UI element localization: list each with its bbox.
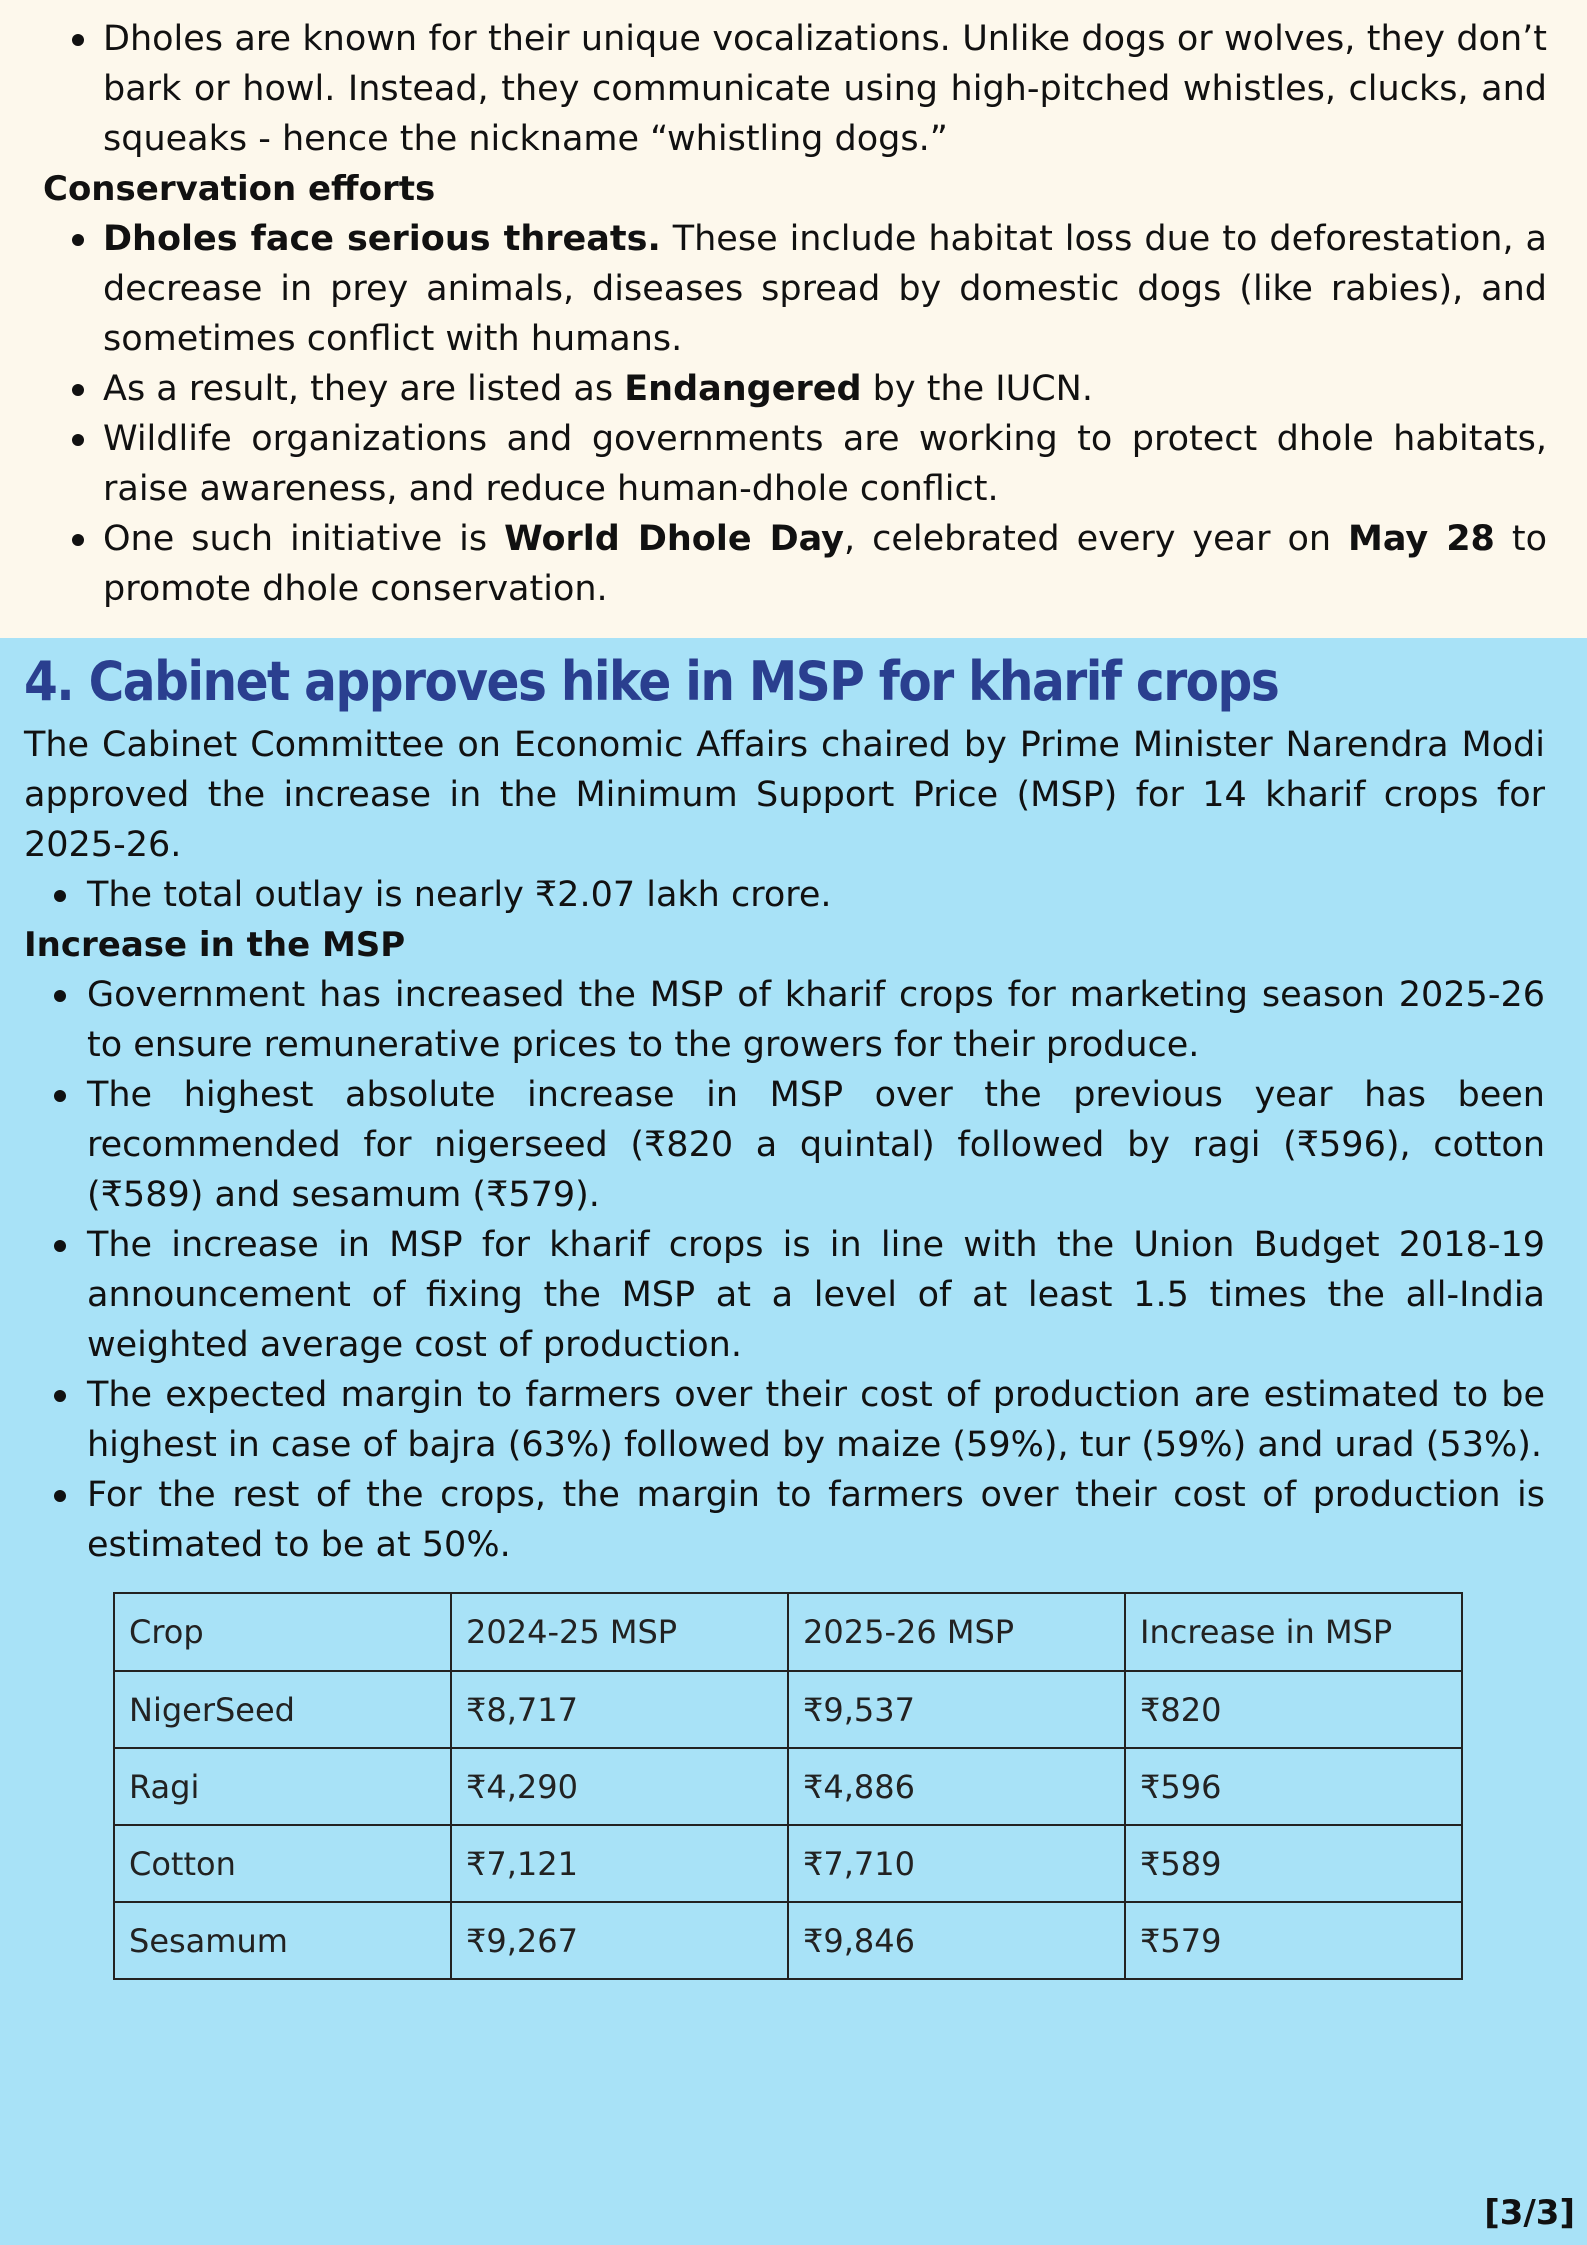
table-cell: ₹820 xyxy=(1125,1671,1462,1748)
list-item: For the rest of the crops, the margin to farmers over their cost of production is estimated to be at 50%. xyxy=(24,1470,1545,1570)
table-cell: ₹589 xyxy=(1125,1825,1462,1902)
table-cell: ₹8,717 xyxy=(451,1671,788,1748)
bullet-threats xyxy=(40,214,1547,364)
bullet-endangered xyxy=(40,364,1547,414)
msp-section xyxy=(0,638,1587,1980)
msp-title: 4. Cabinet approves hike in MSP for kharif crops xyxy=(24,650,1279,713)
table-row xyxy=(114,1671,1462,1748)
page-number: [3/3] xyxy=(1484,2193,1575,2233)
conservation-list xyxy=(40,214,1547,614)
threats-bold: Dholes face serious threats. xyxy=(103,219,661,259)
table-cell: ₹4,886 xyxy=(788,1748,1125,1825)
bullet-outlay: The total outlay is nearly ₹2.07 lakh crore. xyxy=(24,870,1545,920)
table-cell: ₹9,846 xyxy=(788,1902,1125,1979)
initiative-pre: One such initiative is xyxy=(103,519,505,559)
list-item: The highest absolute increase in MSP over the previous year has been recommended for nigerseed (₹820 a quintal) followed by ragi (₹596), cotton (₹589) and sesamum (₹579). xyxy=(24,1070,1545,1220)
table-cell: ₹7,121 xyxy=(451,1825,788,1902)
header-cell: 2025-26 MSP xyxy=(788,1593,1125,1671)
world-dhole-day-bold: World Dhole Day xyxy=(504,519,844,559)
threats-text: These include habitat loss due to deforestation, a decrease in prey animals, diseases spread by domestic dogs (like rabies), and sometimes conflict with humans. xyxy=(103,219,1548,359)
listed-post: by the IUCN. xyxy=(861,369,1093,409)
bullet-world-dhole-day xyxy=(40,514,1547,614)
msp-table xyxy=(113,1592,1463,1980)
list-item: The expected margin to farmers over their cost of production are estimated to be highest in case of bajra (63%) followed by maize (59%), tur (59%) and urad (53%). xyxy=(24,1370,1545,1470)
may-28-bold: May 28 xyxy=(1348,519,1495,559)
msp-bullets xyxy=(24,970,1545,1570)
table-cell: ₹9,267 xyxy=(451,1902,788,1979)
header-cell: Increase in MSP xyxy=(1125,1593,1462,1671)
initiative-post: to promote dhole conservation. xyxy=(103,519,1547,609)
conservation-heading: Conservation efforts xyxy=(43,169,436,209)
increase-heading: Increase in the MSP xyxy=(24,925,406,965)
outlay-list xyxy=(24,870,1545,920)
endangered-bold: Endangered xyxy=(624,369,862,409)
table-cell: ₹579 xyxy=(1125,1902,1462,1979)
table-row xyxy=(114,1748,1462,1825)
table-cell: Cotton xyxy=(114,1825,451,1902)
header-cell: Crop xyxy=(114,1593,451,1671)
bullet-vocalizations: Dholes are known for their unique vocalizations. Unlike dogs or wolves, they don’t bark or howl. Instead, they communicate using high-pitched whistles, clucks, and squeaks - hence the nickname “whistling dogs.” xyxy=(40,14,1547,164)
header-cell: 2024-25 MSP xyxy=(451,1593,788,1671)
table-row xyxy=(114,1825,1462,1902)
dhole-vocal-list xyxy=(40,14,1547,164)
table-row xyxy=(114,1902,1462,1979)
table-cell: ₹9,537 xyxy=(788,1671,1125,1748)
list-item: The increase in MSP for kharif crops is in line with the Union Budget 2018-19 announcement of fixing the MSP at a level of at least 1.5 times the all-India weighted average cost of production. xyxy=(24,1220,1545,1370)
initiative-mid: , celebrated every year on xyxy=(844,519,1348,559)
list-item: Government has increased the MSP of kharif crops for marketing season 2025-26 to ensure remunerative prices to the growers for their produce. xyxy=(24,970,1545,1070)
table-cell: ₹596 xyxy=(1125,1748,1462,1825)
table-cell: Sesamum xyxy=(114,1902,451,1979)
table-cell: ₹4,290 xyxy=(451,1748,788,1825)
table-cell: ₹7,710 xyxy=(788,1825,1125,1902)
table-cell: NigerSeed xyxy=(114,1671,451,1748)
bullet-organizations: Wildlife organizations and governments are working to protect dhole habitats, raise awareness, and reduce human-dhole conflict. xyxy=(40,414,1547,514)
listed-pre: As a result, they are listed as xyxy=(103,369,625,409)
msp-intro: The Cabinet Committee on Economic Affairs chaired by Prime Minister Narendra Modi approved the increase in the Minimum Support Price (MSP) for 14 kharif crops for 2025-26. xyxy=(24,725,1545,865)
table-header-row xyxy=(114,1593,1462,1671)
dhole-section xyxy=(0,0,1587,638)
table-cell: Ragi xyxy=(114,1748,451,1825)
